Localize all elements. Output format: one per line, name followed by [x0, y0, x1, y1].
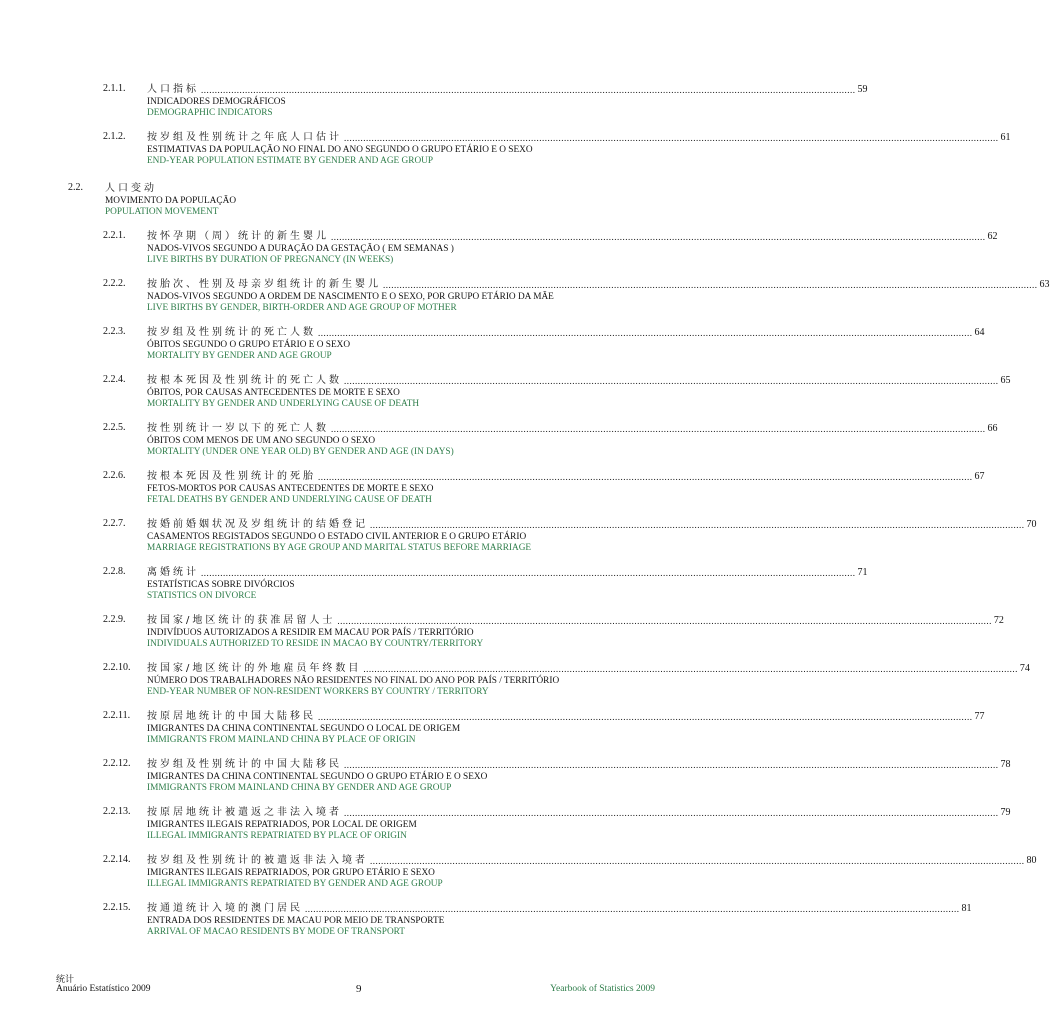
dot-leader: .............................................................................................................................................................................................................................................. [370, 856, 1025, 866]
entry-page-number: 61 [1000, 132, 1011, 143]
entry-title-pt: IMIGRANTES ILEGAIS REPATRIADOS, POR GRUPO ETÁRIO E SEXO [147, 868, 435, 878]
entry-title-zh: 按岁组及性别统计的死亡人数 [147, 327, 316, 338]
entry-page-number: 79 [1000, 807, 1011, 818]
footer-page-number: 9 [356, 983, 362, 995]
entry-page-number: 78 [1000, 759, 1011, 770]
dot-leader: .............................................................................................................................................................................................................................................. [201, 85, 856, 95]
entry-number: 2.1.1. [103, 83, 126, 94]
entry-number: 2.2.1. [103, 230, 126, 241]
entry-title-en: INDIVIDUALS AUTHORIZED TO RESIDE IN MACAO BY COUNTRY/TERRITORY [147, 639, 484, 649]
entry-title-zh: 人口指标 [147, 84, 199, 95]
entry-title-pt: IMIGRANTES DA CHINA CONTINENTAL SEGUNDO O GRUPO ETÁRIO E O SEXO [147, 772, 488, 782]
section-title-pt: MOVIMENTO DA POPULAÇÃO [105, 196, 237, 206]
entry-page-number: 80 [1026, 855, 1037, 866]
entry-title-en: MARRIAGE REGISTRATIONS BY AGE GROUP AND MARITAL STATUS BEFORE MARRIAGE [147, 543, 532, 553]
entry-title-pt: NÚMERO DOS TRABALHADORES NÃO RESIDENTES NO FINAL DO ANO POR PAÍS / TERRITÓRIO [147, 676, 560, 686]
entry-page-number: 71 [857, 567, 868, 578]
entry-number: 2.2.15. [103, 902, 131, 913]
entry-page-number: 66 [987, 423, 998, 434]
section-title-zh: 人口变动 [105, 183, 157, 194]
dot-leader: .............................................................................................................................................................................................................................................. [370, 520, 1025, 530]
dot-leader: .............................................................................................................................................................................................................................................. [344, 133, 999, 143]
entry-number: 2.2.10. [103, 662, 131, 673]
dot-leader: .............................................................................................................................................................................................................................................. [331, 232, 986, 242]
entry-title-en: MORTALITY (UNDER ONE YEAR OLD) BY GENDER AND AGE (IN DAYS) [147, 447, 454, 457]
entry-title-en: DEMOGRAPHIC INDICATORS [147, 108, 273, 118]
entry-title-pt: INDIVÍDUOS AUTORIZADOS A RESIDIR EM MACAU POR PAÍS / TERRITÓRIO [147, 628, 474, 638]
entry-title-pt: ÓBITOS COM MENOS DE UM ANO SEGUNDO O SEXO [147, 436, 376, 446]
entry-title-en: LIVE BIRTHS BY DURATION OF PREGNANCY (IN WEEKS) [147, 255, 394, 265]
entry-number: 2.2.12. [103, 758, 131, 769]
entry-title-en: LIVE BIRTHS BY GENDER, BIRTH-ORDER AND AGE GROUP OF MOTHER [147, 303, 457, 313]
entry-title-pt: ESTIMATIVAS DA POPULAÇÃO NO FINAL DO ANO SEGUNDO O GRUPO ETÁRIO E O SEXO [147, 145, 533, 155]
entry-page-number: 64 [974, 327, 985, 338]
entry-page-number: 81 [961, 903, 972, 914]
footer-title-pt: Anuário Estatístico 2009 [56, 984, 151, 994]
entry-title-zh: 按国家/地区统计的外地雇员年终数目 [147, 663, 362, 674]
footer-title-en: Yearbook of Statistics 2009 [550, 984, 655, 994]
entry-title-pt: FETOS-MORTOS POR CAUSAS ANTECEDENTES DE MORTE E SEXO [147, 484, 434, 494]
entry-number: 2.2.4. [103, 374, 126, 385]
entry-number: 2.2.14. [103, 854, 131, 865]
entry-title-zh: 按国家/地区统计的获准居留人士 [147, 615, 336, 626]
footer-title-zh: 统计 [56, 975, 75, 985]
entry-title-en: IMMIGRANTS FROM MAINLAND CHINA BY GENDER AND AGE GROUP [147, 783, 452, 793]
entry-title-en: END-YEAR NUMBER OF NON-RESIDENT WORKERS BY COUNTRY / TERRITORY [147, 687, 489, 697]
entry-page-number: 62 [987, 231, 998, 242]
entry-page-number: 65 [1000, 375, 1011, 386]
entry-title-pt: ÓBITOS SEGUNDO O GRUPO ETÁRIO E O SEXO [147, 340, 351, 350]
entry-title-pt: ESTATÍSTICAS SOBRE DIVÓRCIOS [147, 580, 295, 590]
dot-leader: .............................................................................................................................................................................................................................................. [201, 568, 856, 578]
entry-title-zh: 按根本死因及性别统计的死胎 [147, 471, 316, 482]
entry-title-pt: IMIGRANTES ILEGAIS REPATRIADOS, POR LOCAL DE ORIGEM [147, 820, 417, 830]
entry-title-pt: ENTRADA DOS RESIDENTES DE MACAU POR MEIO DE TRANSPORTE [147, 916, 445, 926]
entry-page-number: 67 [974, 471, 985, 482]
entry-title-zh: 按胎次、性别及母亲岁组统计的新生婴儿 [147, 279, 381, 290]
entry-number: 2.2.7. [103, 518, 126, 529]
entry-title-en: ILLEGAL IMMIGRANTS REPATRIATED BY GENDER AND AGE GROUP [147, 879, 443, 889]
entry-title-zh: 按性别统计一岁以下的死亡人数 [147, 423, 329, 434]
entry-title-pt: NADOS-VIVOS SEGUNDO A ORDEM DE NASCIMENTO E O SEXO, POR GRUPO ETÁRIO DA MÃE [147, 292, 554, 302]
dot-leader: .............................................................................................................................................................................................................................................. [363, 664, 1018, 674]
entry-title-en: ARRIVAL OF MACAO RESIDENTS BY MODE OF TRANSPORT [147, 927, 405, 937]
entry-title-pt: ÓBITOS, POR CAUSAS ANTECEDENTES DE MORTE E SEXO [147, 388, 400, 398]
entry-page-number: 72 [993, 615, 1004, 626]
entry-title-zh: 离婚统计 [147, 567, 199, 578]
entry-page-number: 77 [974, 711, 985, 722]
entry-title-zh: 按通道统计入境的澳门居民 [147, 903, 303, 914]
entry-title-zh: 按岁组及性别统计之年底人口估计 [147, 132, 342, 143]
entry-number: 2.2.9. [103, 614, 126, 625]
entry-title-zh: 按原居地统计的中国大陆移民 [147, 711, 316, 722]
section-number: 2.2. [68, 182, 83, 193]
dot-leader: .............................................................................................................................................................................................................................................. [305, 904, 960, 914]
entry-number: 2.2.11. [103, 710, 131, 721]
entry-title-zh: 按婚前婚姻状况及岁组统计的结婚登记 [147, 519, 368, 530]
entry-title-en: MORTALITY BY GENDER AND UNDERLYING CAUSE OF DEATH [147, 399, 420, 409]
entry-page-number: 63 [1039, 279, 1050, 290]
entry-title-en: STATISTICS ON DIVORCE [147, 591, 257, 601]
entry-title-zh: 按岁组及性别统计的中国大陆移民 [147, 759, 342, 770]
entry-title-pt: CASAMENTOS REGISTADOS SEGUNDO O ESTADO CIVIL ANTERIOR E O GRUPO ETÁRIO [147, 532, 527, 542]
dot-leader: .............................................................................................................................................................................................................................................. [344, 760, 999, 770]
entry-number: 2.2.2. [103, 278, 126, 289]
entry-number: 2.2.6. [103, 470, 126, 481]
entry-title-en: END-YEAR POPULATION ESTIMATE BY GENDER AND AGE GROUP [147, 156, 434, 166]
dot-leader: .............................................................................................................................................................................................................................................. [318, 472, 973, 482]
entry-title-zh: 按岁组及性别统计的被遣返非法入境者 [147, 855, 368, 866]
dot-leader: .............................................................................................................................................................................................................................................. [383, 280, 1038, 290]
entry-number: 2.2.5. [103, 422, 126, 433]
entry-title-zh: 按原居地统计被遣返之非法入境者 [147, 807, 342, 818]
entry-page-number: 59 [857, 84, 868, 95]
entry-title-zh: 按怀孕期（周）统计的新生婴儿 [147, 231, 329, 242]
entry-number: 2.2.13. [103, 806, 131, 817]
entry-page-number: 74 [1019, 663, 1030, 674]
entry-number: 2.2.8. [103, 566, 126, 577]
entry-title-en: IMMIGRANTS FROM MAINLAND CHINA BY PLACE OF ORIGIN [147, 735, 416, 745]
dot-leader: .............................................................................................................................................................................................................................................. [344, 808, 999, 818]
dot-leader: .............................................................................................................................................................................................................................................. [331, 424, 986, 434]
entry-title-zh: 按根本死因及性别统计的死亡人数 [147, 375, 342, 386]
dot-leader: .............................................................................................................................................................................................................................................. [318, 328, 973, 338]
entry-number: 2.2.3. [103, 326, 126, 337]
entry-title-pt: NADOS-VIVOS SEGUNDO A DURAÇÃO DA GESTAÇÃO ( EM SEMANAS ) [147, 244, 454, 254]
entry-title-en: ILLEGAL IMMIGRANTS REPATRIATED BY PLACE OF ORIGIN [147, 831, 407, 841]
entry-title-en: FETAL DEATHS BY GENDER AND UNDERLYING CAUSE OF DEATH [147, 495, 432, 505]
entry-title-pt: INDICADORES DEMOGRÁFICOS [147, 97, 286, 107]
entry-title-pt: IMIGRANTES DA CHINA CONTINENTAL SEGUNDO O LOCAL DE ORIGEM [147, 724, 461, 734]
entry-page-number: 70 [1026, 519, 1037, 530]
entry-title-en: MORTALITY BY GENDER AND AGE GROUP [147, 351, 332, 361]
dot-leader: .............................................................................................................................................................................................................................................. [337, 616, 992, 626]
section-title-en: POPULATION MOVEMENT [105, 207, 219, 217]
entry-number: 2.1.2. [103, 131, 126, 142]
dot-leader: .............................................................................................................................................................................................................................................. [318, 712, 973, 722]
dot-leader: .............................................................................................................................................................................................................................................. [344, 376, 999, 386]
